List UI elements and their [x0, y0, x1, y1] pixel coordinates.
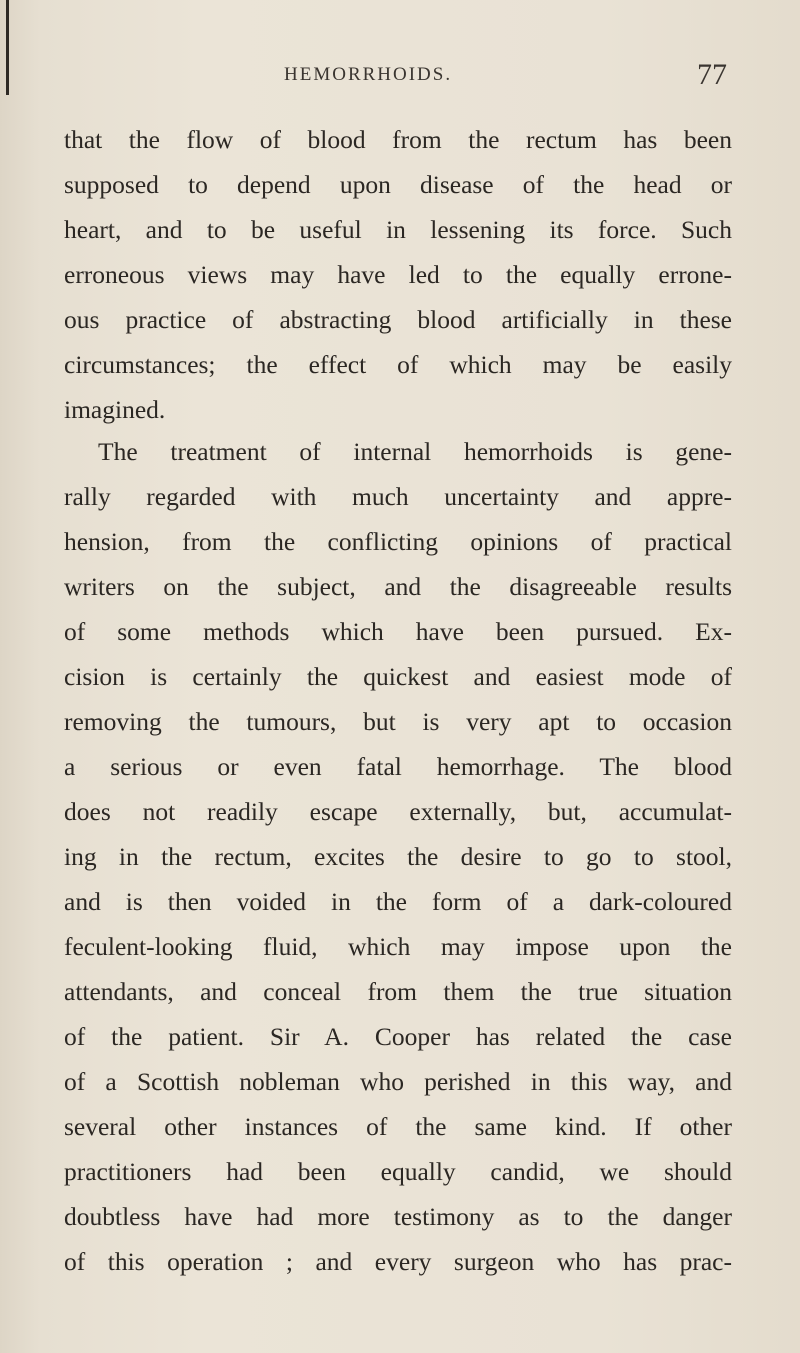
text-line: that the flow of blood from the rectum has been — [64, 125, 732, 154]
text-line: rally regarded with much uncertainty and appre- — [64, 482, 732, 511]
text-line: circumstances; the effect of which may be easily — [64, 350, 732, 379]
text-line: doubtless have had more testimony as to the danger — [64, 1202, 732, 1231]
running-title: HEMORRHOIDS. — [284, 64, 453, 85]
text-line: practitioners had been equally candid, we should — [64, 1157, 732, 1186]
text-line: erroneous views may have led to the equally errone- — [64, 260, 732, 289]
text-line: a serious or even fatal hemorrhage. The blood — [64, 752, 732, 781]
text-line: of a Scottish nobleman who perished in this way, and — [64, 1067, 732, 1096]
text-line: removing the tumours, but is very apt to occasion — [64, 707, 732, 736]
text-line: writers on the subject, and the disagreeable results — [64, 572, 732, 601]
text-line: ing in the rectum, excites the desire to go to stool, — [64, 842, 732, 871]
text-line: attendants, and conceal from them the true situation — [64, 977, 732, 1006]
text-line: of the patient. Sir A. Cooper has related the case — [64, 1022, 732, 1051]
text-line: cision is certainly the quickest and easiest mode of — [64, 662, 732, 691]
text-line: of this operation ; and every surgeon who has prac- — [64, 1247, 732, 1276]
text-line: and is then voided in the form of a dark-coloured — [64, 887, 732, 916]
text-line: imagined. — [64, 395, 166, 424]
text-line: heart, and to be useful in lessening its force. Such — [64, 215, 732, 244]
text-line: several other instances of the same kind. If other — [64, 1112, 732, 1141]
page-number: 77 — [697, 58, 727, 91]
text-line: does not readily escape externally, but, accumulat- — [64, 797, 732, 826]
text-line: ous practice of abstracting blood artificially in these — [64, 305, 732, 334]
running-head — [0, 58, 800, 98]
text-line: feculent-looking fluid, which may impose upon the — [64, 932, 732, 961]
text-line: hension, from the conflicting opinions of practical — [64, 527, 732, 556]
text-line: supposed to depend upon disease of the head or — [64, 170, 732, 199]
text-line: The treatment of internal hemorrhoids is gene- — [98, 437, 732, 466]
text-line: of some methods which have been pursued. Ex- — [64, 617, 732, 646]
